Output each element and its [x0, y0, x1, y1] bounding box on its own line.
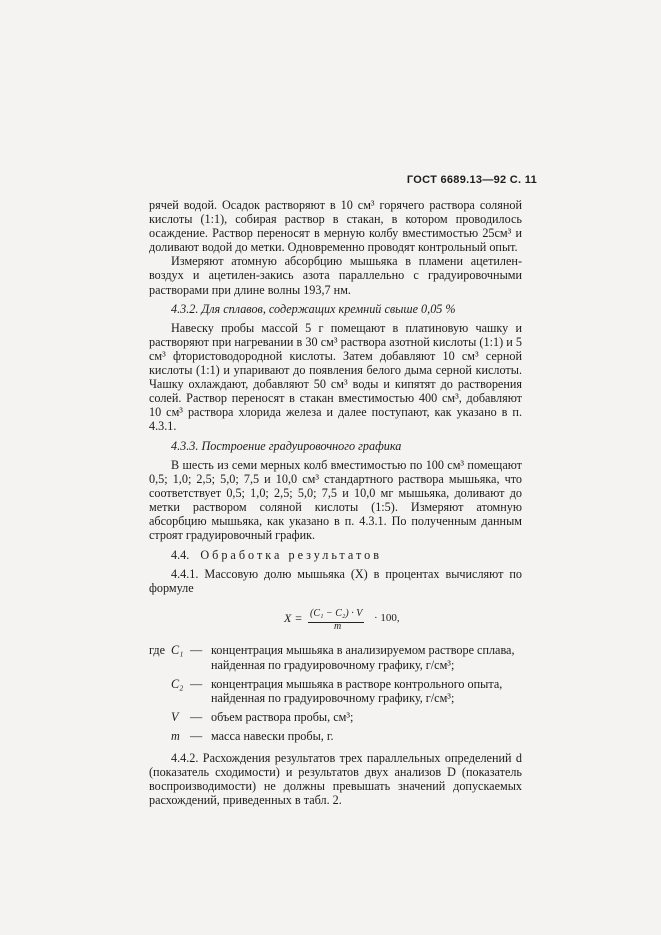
definition-lead: где: [149, 643, 166, 658]
formula-denominator: m: [334, 621, 342, 633]
section-heading-4-4: [149, 548, 522, 562]
paragraph: Измеряют атомную абсорбцию мышьяка в пламени ацетилен-воздух и ацетилен-закись азота параллельно с градуировочными растворами при длине волны 193,7 нм.: [149, 254, 522, 297]
paragraph: Навеску пробы массой 5 г помещают в платиновую чашку и растворяют при нагревании в 30 см³ раствора азотной кислоты (1:1) и 5 см³ фтористоводородной кислоты. Затем добавляют 10 см³ серной кислоты (1:1) и упаривают до появления белого дыма серной кислоты. Чашку охлаждают, добавляют 50 см³ воды и кипятят до растворения солей. Раствор переносят в стакан вместимостью 400 см³, добавляют 10 см³ раствора хлорида железа и далее поступают, как указано в п. 4.3.1.: [149, 320, 522, 434]
section-title: Обработка результатов: [200, 548, 383, 563]
page-header: ГОСТ 6689.13—92 С. 11: [406, 174, 537, 186]
variable-definitions: [149, 643, 522, 743]
definition-symbol: C₁: [171, 643, 184, 658]
paragraph: рячей водой. Осадок растворяют в 10 см³ горячего раствора соляной кислоты (1:1), собирая раствор в стакан, в котором проводилось осаждение. Раствор переносят в мерную колбу вместимостью 25см³ и доливают водой до метки. Одновременно проводят контрольный опыт.: [149, 198, 522, 255]
definition-item: [149, 643, 522, 671]
definition-item: [149, 729, 522, 743]
formula-tail: · 100,: [374, 612, 400, 625]
section-heading-4-3-2: 4.3.2. Для сплавов, содержащих кремний свыше 0,05 %: [171, 301, 456, 316]
definition-text: объем раствора пробы, см³;: [211, 709, 354, 724]
formula: [284, 607, 522, 631]
section-number: 4.4.: [171, 548, 190, 563]
formula-lhs: X =: [284, 611, 303, 626]
definition-text: концентрация мышьяка в анализируемом растворе сплава, найденная по градуировочному графику, г/см³;: [211, 643, 515, 672]
paragraph: 4.4.1. Массовую долю мышьяка (X) в процентах вычисляют по формуле: [149, 567, 522, 596]
definition-symbol: m: [171, 728, 180, 743]
definition-dash: —: [190, 709, 203, 724]
definition-text: масса навески пробы, г.: [211, 728, 334, 743]
definition-symbol: C₂: [171, 676, 184, 691]
definition-item: [149, 677, 522, 705]
definition-symbol: V: [171, 709, 179, 724]
definition-text: концентрация мышьяка в растворе контрольного опыта, найденная по градуировочному графику, г/см³;: [211, 676, 503, 705]
formula-numerator: (C₁ − C₂) · V: [308, 607, 364, 622]
document-body: [149, 198, 522, 807]
definition-dash: —: [190, 728, 203, 743]
definition-dash: —: [190, 676, 203, 691]
paragraph: 4.4.2. Расхождения результатов трех параллельных определений d (показатель сходимости) и результатов двух анализов D (показатель воспроизводимости) не должны превышать значений допускаемых расхождений, приведенных в табл. 2.: [149, 751, 522, 808]
paragraph: В шесть из семи мерных колб вместимостью по 100 см³ помещают 0,5; 1,0; 2,5; 5,0; 7,5 и 10,0 см³ стандартного раствора мышьяка, что соответствует 0,5; 1,0; 2,5; 5,0; 7,5 и 10,0 мг мышьяка, доливают до метки раствором соляной кислоты (1:5). Измеряют атомную абсорбцию мышьяка, как указано в п. 4.3.1. По полученным данным строят градуировочный график.: [149, 457, 522, 543]
definition-dash: —: [190, 643, 203, 658]
section-heading-4-3-3: 4.3.3. Построение градуировочного графика: [171, 438, 402, 453]
definition-item: [149, 710, 522, 724]
